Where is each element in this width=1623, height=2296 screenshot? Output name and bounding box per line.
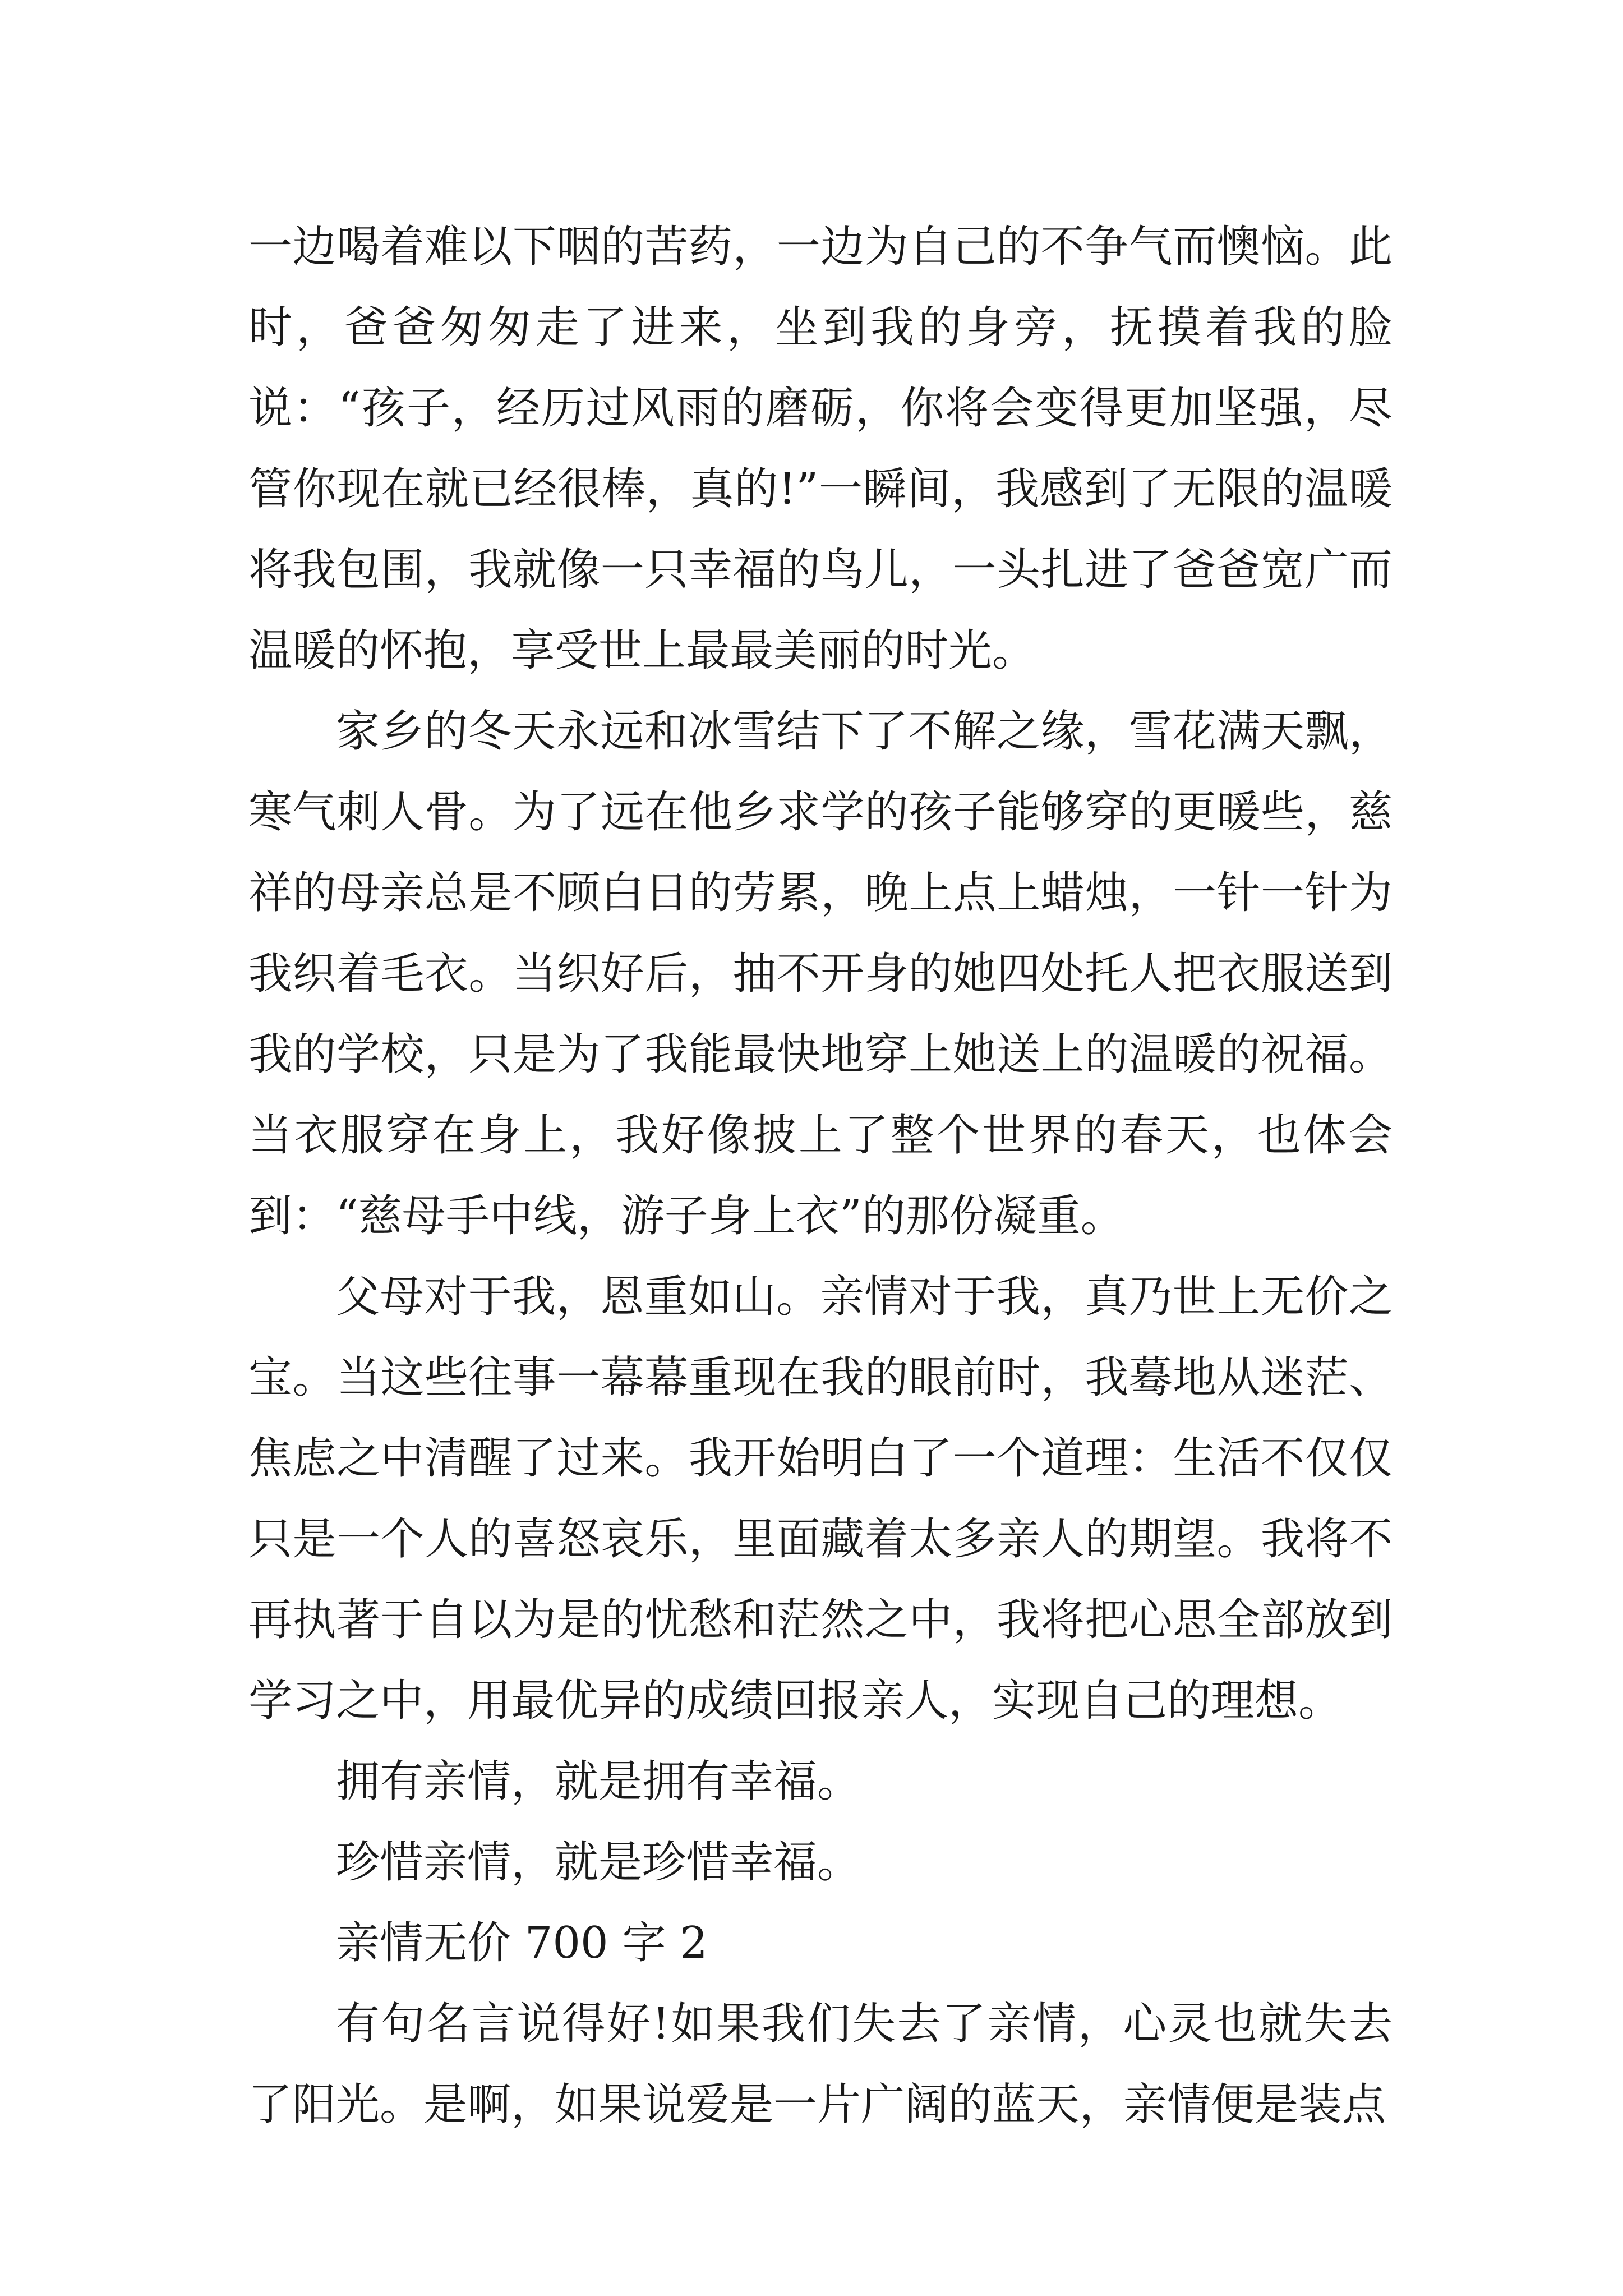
paragraph-5: 珍惜亲情，就是珍惜幸福。 <box>336 1837 861 1888</box>
section-heading: 亲情无价 700 字 2 <box>336 1918 708 1968</box>
paragraph-1: 一边喝着难以下咽的苦药，一边为自己的不争气而懊恼。此时，爸爸匆匆走了进来，坐到我的身旁，抚摸着我的脸说：“孩子，经历过风雨的磨砺，你将会变得更加坚强，尽管你现在就已经很棒，真的!”一瞬间，我感到了无限的温暖将我包围，我就像一只幸福的鸟儿，一头扎进了爸爸宽广而温暖的怀抱，享受世上最最美丽的时光。 <box>248 222 1393 676</box>
paragraph-6: 有句名言说得好!如果我们失去了亲情，心灵也就失去了阳光。是啊，如果说爱是一片广阔的蓝天，亲情便是装点 <box>248 1999 1393 2130</box>
paragraph-3: 父母对于我，恩重如山。亲情对于我，真乃世上无价之宝。当这些往事一幕幕重现在我的眼前时，我蓦地从迷茫、焦虑之中清醒了过来。我开始明白了一个道理：生活不仅仅只是一个人的喜怒哀乐，里面藏着太多亲人的期望。我将不再执著于自以为是的忧愁和茫然之中，我将把心思全部放到学习之中，用最优异的成绩回报亲人，实现自己的理想。 <box>248 1272 1393 1726</box>
paragraph-2: 家乡的冬天永远和冰雪结下了不解之缘，雪花满天飘，寒气刺人骨。为了远在他乡求学的孩子能够穿的更暖些，慈祥的母亲总是不顾白日的劳累，晚上点上蜡烛，一针一针为我织着毛衣。当织好后，抽不开身的她四处托人把衣服送到我的学校，只是为了我能最快地穿上她送上的温暖的祝福。当衣服穿在身上，我好像披上了整个世界的春天，也体会到：“慈母手中线，游子身上衣”的那份凝重。 <box>248 706 1393 1241</box>
paragraph-4: 拥有亲情，就是拥有幸福。 <box>336 1756 861 1807</box>
body-text <box>248 206 1393 2145</box>
